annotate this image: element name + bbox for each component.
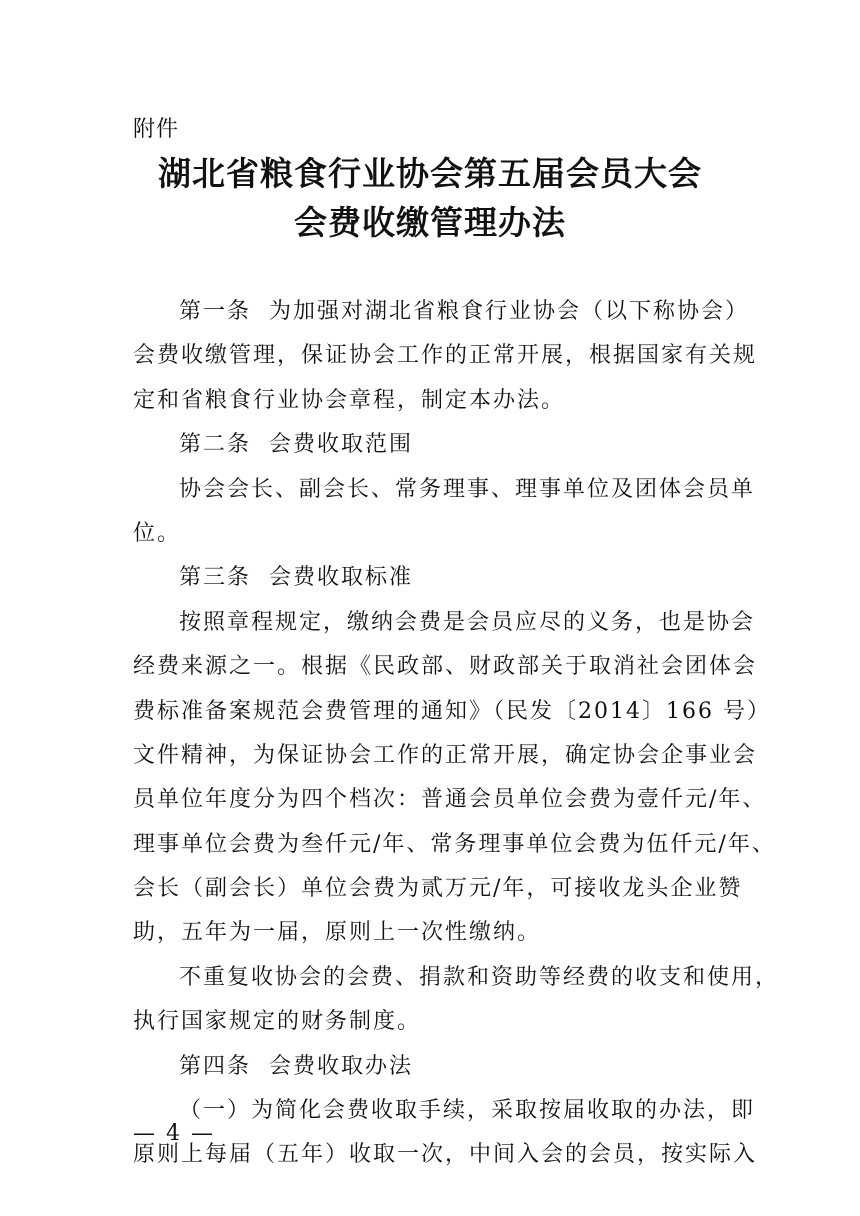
body-line: （一）为简化会费收取手续，采取按届收取的办法，即 xyxy=(179,1098,756,1124)
document-title-line-2: 会费收缴管理办法 xyxy=(294,203,566,242)
body-line: 协会会长、副会长、常务理事、理事单位及团体会员单 xyxy=(179,476,756,502)
article-2-heading: 第二条 会费收取范围 xyxy=(179,432,413,458)
body-line: 助，五年为一届，原则上一次性缴纳。 xyxy=(133,920,542,946)
article-1-heading-line: 第一条 为加强对湖北省粮食行业协会（以下称协会） xyxy=(179,299,749,324)
body-line: 执行国家规定的财务制度。 xyxy=(133,1009,422,1035)
document-title-line-1: 湖北省粮食行业协会第五届会员大会 xyxy=(158,154,702,193)
body-line: 会长（副会长）单位会费为贰万元/年，可接收龙头企业赞 xyxy=(133,876,743,902)
article-3-heading: 第三条 会费收取标准 xyxy=(179,565,413,591)
body-line: 费标准备案规范会费管理的通知》（民发〔2014〕166 号） xyxy=(133,698,771,724)
document-body xyxy=(133,290,780,1178)
attachment-label: 附件 xyxy=(133,117,180,142)
body-line: 不重复收协会的会费、捐款和资助等经费的收支和使用， xyxy=(179,964,780,990)
body-line: 定和省粮食行业协会章程，制定本办法。 xyxy=(133,387,566,413)
body-line: 文件精神，为保证协会工作的正常开展，确定协会企事业会 xyxy=(133,742,758,768)
body-line: 员单位年度分为四个档次：普通会员单位会费为壹仟元/年、 xyxy=(133,787,767,813)
body-line: 按照章程规定，缴纳会费是会员应尽的义务，也是协会 xyxy=(179,609,756,635)
article-4-heading: 第四条 会费收取办法 xyxy=(179,1053,413,1079)
body-line: 位。 xyxy=(133,520,182,546)
body-line: 会费收缴管理，保证协会工作的正常开展，根据国家有关规 xyxy=(133,343,758,369)
body-line: 原则上每届（五年）收取一次，中间入会的会员，按实际入 xyxy=(133,1142,758,1168)
body-line: 经费来源之一。根据《民政部、财政部关于取消社会团体会 xyxy=(133,654,758,680)
page-number: — 4 — xyxy=(133,1121,215,1146)
body-line: 理事单位会费为叁仟元/年、常务理事单位会费为伍仟元/年、 xyxy=(133,831,776,857)
